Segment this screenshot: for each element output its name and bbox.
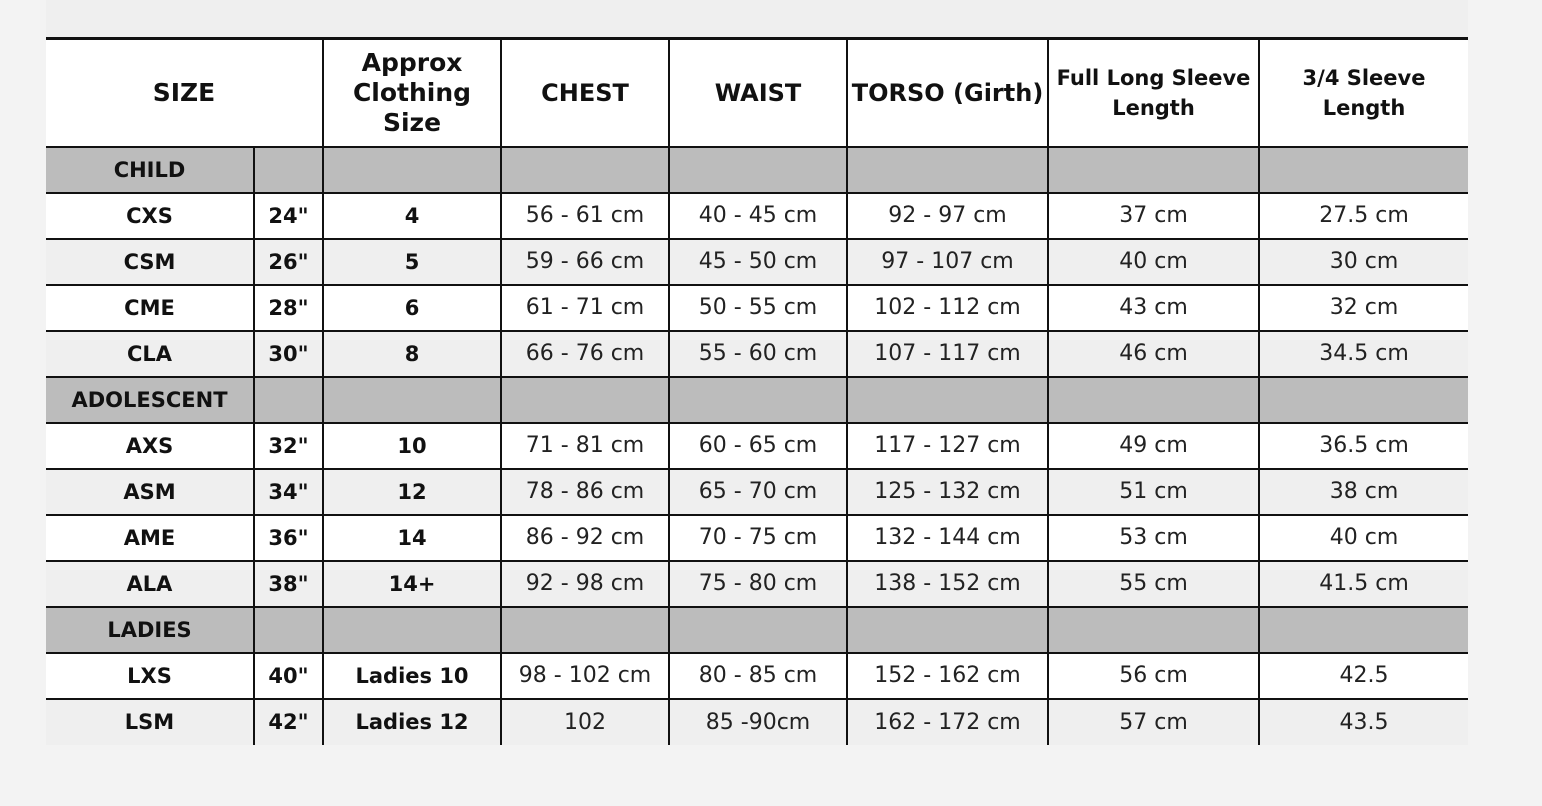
cell-full-sleeve: 57 cm	[1048, 699, 1259, 745]
cell-waist: 85 -90cm	[669, 699, 847, 745]
group-empty-cell	[501, 147, 669, 193]
cell-size: CXS	[126, 203, 173, 228]
cell-torso: 125 - 132 cm	[847, 469, 1048, 515]
table-row	[46, 239, 1468, 285]
table-row	[46, 331, 1468, 377]
group-row	[46, 607, 1468, 653]
cell-three-quarter-sleeve: 30 cm	[1259, 239, 1468, 285]
cell-three-quarter-sleeve: 32 cm	[1259, 285, 1468, 331]
cell-torso: 107 - 117 cm	[847, 331, 1048, 377]
header-chest: CHEST	[501, 39, 669, 147]
cell-approx-size: Ladies 12	[323, 699, 501, 745]
cell-three-quarter-sleeve: 42.5	[1259, 653, 1468, 699]
cell-three-quarter-sleeve: 41.5 cm	[1259, 561, 1468, 607]
cell-three-quarter-sleeve: 36.5 cm	[1259, 423, 1468, 469]
cell-waist: 70 - 75 cm	[669, 515, 847, 561]
cell-chest: 61 - 71 cm	[501, 285, 669, 331]
group-empty-cell	[1259, 607, 1468, 653]
group-empty-cell	[1048, 607, 1259, 653]
cell-waist: 60 - 65 cm	[669, 423, 847, 469]
cell-full-sleeve: 51 cm	[1048, 469, 1259, 515]
cell-chest: 92 - 98 cm	[501, 561, 669, 607]
cell-waist: 50 - 55 cm	[669, 285, 847, 331]
group-empty-cell	[254, 377, 323, 423]
cell-size: ASM	[123, 479, 176, 504]
cell-size: LSM	[124, 710, 175, 734]
cell-size: ALA	[126, 571, 173, 596]
table-body	[46, 147, 1468, 745]
table-row	[46, 515, 1468, 561]
cell-three-quarter-sleeve: 27.5 cm	[1259, 193, 1468, 239]
cell-full-sleeve: 53 cm	[1048, 515, 1259, 561]
cell-approx-size: 4	[323, 193, 501, 239]
cell-size: CSM	[123, 249, 176, 274]
cell-torso: 152 - 162 cm	[847, 653, 1048, 699]
size-chart-table	[46, 37, 1468, 745]
group-empty-cell	[323, 607, 501, 653]
cell-waist: 65 - 70 cm	[669, 469, 847, 515]
cell-chest: 102	[501, 699, 669, 745]
group-empty-cell	[501, 607, 669, 653]
cell-inch: 26"	[254, 239, 323, 285]
header-size: SIZE	[152, 77, 216, 107]
group-empty-cell	[1259, 147, 1468, 193]
cell-inch: 38"	[254, 561, 323, 607]
cell-chest: 78 - 86 cm	[501, 469, 669, 515]
header-approx-clothing-size	[323, 39, 501, 147]
cell-inch: 40"	[254, 653, 323, 699]
cell-chest: 86 - 92 cm	[501, 515, 669, 561]
header-approx-line2: Clothing Size	[352, 77, 472, 137]
cell-torso: 97 - 107 cm	[847, 239, 1048, 285]
cell-size: CLA	[126, 341, 173, 366]
group-empty-cell	[1259, 377, 1468, 423]
cell-three-quarter-sleeve: 40 cm	[1259, 515, 1468, 561]
header-waist: WAIST	[669, 39, 847, 147]
group-empty-cell	[501, 377, 669, 423]
table-row	[46, 561, 1468, 607]
table-row	[46, 193, 1468, 239]
group-empty-cell	[254, 147, 323, 193]
cell-full-sleeve: 43 cm	[1048, 285, 1259, 331]
table-row	[46, 699, 1468, 745]
cell-inch: 28"	[254, 285, 323, 331]
cell-chest: 56 - 61 cm	[501, 193, 669, 239]
cell-approx-size: 8	[323, 331, 501, 377]
group-empty-cell	[847, 607, 1048, 653]
cell-full-sleeve: 49 cm	[1048, 423, 1259, 469]
cell-approx-size: 10	[323, 423, 501, 469]
cell-chest: 66 - 76 cm	[501, 331, 669, 377]
cell-inch: 34"	[254, 469, 323, 515]
cell-size: AME	[123, 525, 176, 550]
group-empty-cell	[669, 607, 847, 653]
table-row	[46, 285, 1468, 331]
group-empty-cell	[669, 377, 847, 423]
cell-size: CME	[124, 295, 175, 320]
cell-approx-size: 5	[323, 239, 501, 285]
group-empty-cell	[1048, 377, 1259, 423]
header-row	[46, 39, 1468, 147]
header-approx-line1: Approx	[361, 47, 463, 77]
cell-torso: 138 - 152 cm	[847, 561, 1048, 607]
group-empty-cell	[323, 147, 501, 193]
group-row	[46, 377, 1468, 423]
cell-waist: 45 - 50 cm	[669, 239, 847, 285]
cell-inch: 42"	[254, 699, 323, 745]
table-row	[46, 423, 1468, 469]
group-empty-cell	[254, 607, 323, 653]
cell-torso: 102 - 112 cm	[847, 285, 1048, 331]
cell-inch: 32"	[254, 423, 323, 469]
group-empty-cell	[847, 377, 1048, 423]
cell-torso: 92 - 97 cm	[847, 193, 1048, 239]
header-three-quarter-line1: 3/4 Sleeve	[1302, 65, 1426, 90]
group-empty-cell	[323, 377, 501, 423]
cell-torso: 117 - 127 cm	[847, 423, 1048, 469]
cell-inch: 36"	[254, 515, 323, 561]
cell-inch: 24"	[254, 193, 323, 239]
cell-approx-size: 6	[323, 285, 501, 331]
cell-three-quarter-sleeve: 43.5	[1259, 699, 1468, 745]
header-full-sleeve-line1: Full Long Sleeve	[1056, 65, 1251, 90]
cell-waist: 75 - 80 cm	[669, 561, 847, 607]
cell-waist: 40 - 45 cm	[669, 193, 847, 239]
group-label: CHILD	[113, 157, 186, 182]
cell-torso: 132 - 144 cm	[847, 515, 1048, 561]
cell-torso: 162 - 172 cm	[847, 699, 1048, 745]
header-three-quarter-sleeve-length	[1259, 39, 1468, 147]
cell-chest: 59 - 66 cm	[501, 239, 669, 285]
cell-full-sleeve: 56 cm	[1048, 653, 1259, 699]
table-row	[46, 653, 1468, 699]
header-three-quarter-line2: Length	[1322, 95, 1406, 120]
group-empty-cell	[1048, 147, 1259, 193]
cell-waist: 55 - 60 cm	[669, 331, 847, 377]
cell-full-sleeve: 37 cm	[1048, 193, 1259, 239]
cell-chest: 71 - 81 cm	[501, 423, 669, 469]
header-full-sleeve-line2: Length	[1112, 95, 1195, 120]
group-empty-cell	[847, 147, 1048, 193]
cell-size: LXS	[127, 663, 172, 688]
cell-chest: 98 - 102 cm	[501, 653, 669, 699]
cell-size: AXS	[125, 433, 174, 458]
group-label: ADOLESCENT	[71, 387, 228, 412]
group-label: LADIES	[107, 617, 192, 642]
cell-approx-size: 12	[323, 469, 501, 515]
cell-approx-size: Ladies 10	[323, 653, 501, 699]
table-row	[46, 469, 1468, 515]
cell-approx-size: 14+	[323, 561, 501, 607]
cell-three-quarter-sleeve: 34.5 cm	[1259, 331, 1468, 377]
top-band	[46, 0, 1468, 37]
cell-full-sleeve: 40 cm	[1048, 239, 1259, 285]
cell-full-sleeve: 55 cm	[1048, 561, 1259, 607]
cell-full-sleeve: 46 cm	[1048, 331, 1259, 377]
header-torso: TORSO (Girth)	[847, 39, 1048, 147]
cell-three-quarter-sleeve: 38 cm	[1259, 469, 1468, 515]
cell-inch: 30"	[254, 331, 323, 377]
cell-waist: 80 - 85 cm	[669, 653, 847, 699]
group-empty-cell	[669, 147, 847, 193]
cell-approx-size: 14	[323, 515, 501, 561]
header-full-long-sleeve-length	[1048, 39, 1259, 147]
group-row	[46, 147, 1468, 193]
size-chart-sheet	[46, 0, 1468, 745]
